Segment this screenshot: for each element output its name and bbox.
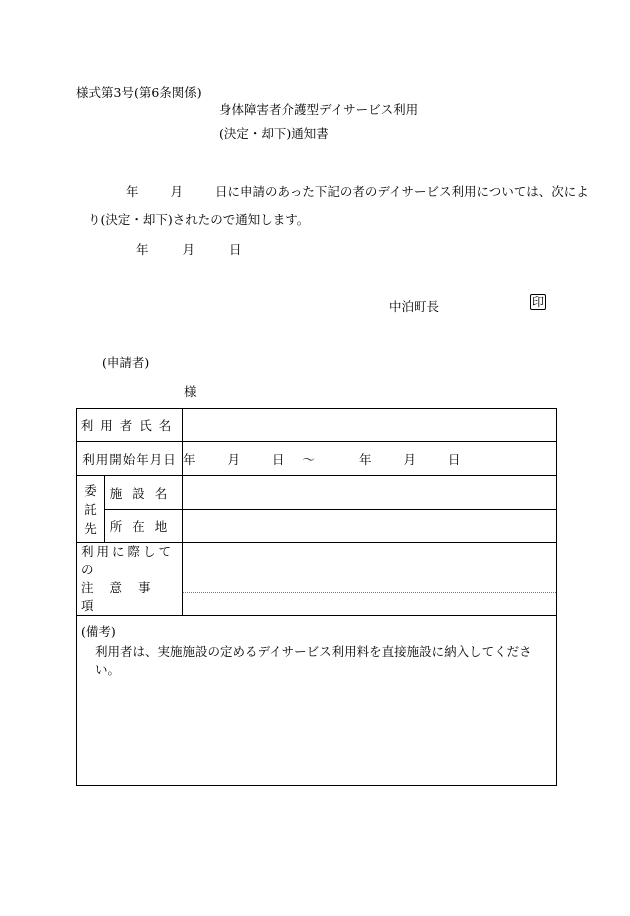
remarks-label: (備考) xyxy=(81,624,116,639)
range-tilde: 〜 xyxy=(302,451,315,467)
remarks-text: 利用者は、実施施設の定めるデイサービス利用料を直接施設に納入してください。 xyxy=(95,644,532,677)
issue-month: 月 xyxy=(182,242,195,257)
body-line-1 xyxy=(126,182,589,200)
user-name-label: 利用者氏名 xyxy=(80,418,179,433)
row-facility-name xyxy=(77,476,557,510)
notes-label-line-2: 注意事項 xyxy=(81,580,167,613)
date-month: 月 xyxy=(170,184,183,199)
consignee-label-cell xyxy=(77,476,105,543)
row-location xyxy=(77,510,557,543)
issuer-name: 中泊町長 xyxy=(389,299,440,314)
consignee-label: 委託先 xyxy=(84,482,97,536)
body-line-1-rest: 日に申請のあった下記の者のデイサービス利用については、次によ xyxy=(214,184,589,199)
range-day-2: 日 xyxy=(447,451,461,467)
honorific: 様 xyxy=(184,384,197,399)
location-label-cell xyxy=(105,510,183,543)
remarks-cell xyxy=(77,616,557,786)
notes-value xyxy=(183,543,557,616)
facility-name-label-cell xyxy=(105,476,183,510)
notes-label-line-1: 利用に際しての xyxy=(81,544,175,577)
seal-mark xyxy=(530,294,546,310)
range-year-1: 年 xyxy=(183,451,196,467)
range-year-2: 年 xyxy=(358,451,372,467)
title-line-2: (決定・却下)通知書 xyxy=(219,126,329,141)
notice-table xyxy=(76,408,557,786)
user-name-label-cell xyxy=(77,409,183,442)
start-date-label-cell xyxy=(77,442,183,476)
seal-box: 印 xyxy=(532,295,545,309)
notes-dotted-line xyxy=(183,565,556,593)
start-date-range xyxy=(183,442,557,476)
row-user-name xyxy=(77,409,557,442)
notes-label-cell xyxy=(77,543,183,616)
issue-date xyxy=(136,240,241,258)
range-day-1: 日 xyxy=(271,451,285,467)
range-month-1: 月 xyxy=(227,451,241,467)
row-notes xyxy=(77,543,557,616)
row-start-date xyxy=(77,442,557,476)
form-number: 様式第3号(第6条関係) xyxy=(76,85,202,100)
row-remarks xyxy=(77,616,557,786)
title-line-1: 身体障害者介護型デイサービス利用 xyxy=(219,102,419,117)
location-label: 所在地 xyxy=(109,519,178,534)
user-name-value xyxy=(183,409,557,442)
start-date-label: 利用開始年月日 xyxy=(82,451,177,467)
location-value xyxy=(183,510,557,543)
applicant-label: (申請者) xyxy=(102,355,150,370)
facility-name-label: 施設名 xyxy=(109,485,178,501)
body-line-2: り(決定・却下)されたので通知します。 xyxy=(88,212,310,227)
facility-name-value xyxy=(183,476,557,510)
range-month-2: 月 xyxy=(403,451,416,467)
date-year: 年 xyxy=(126,184,139,199)
issue-year: 年 xyxy=(136,242,149,257)
issue-day: 日 xyxy=(228,242,242,257)
